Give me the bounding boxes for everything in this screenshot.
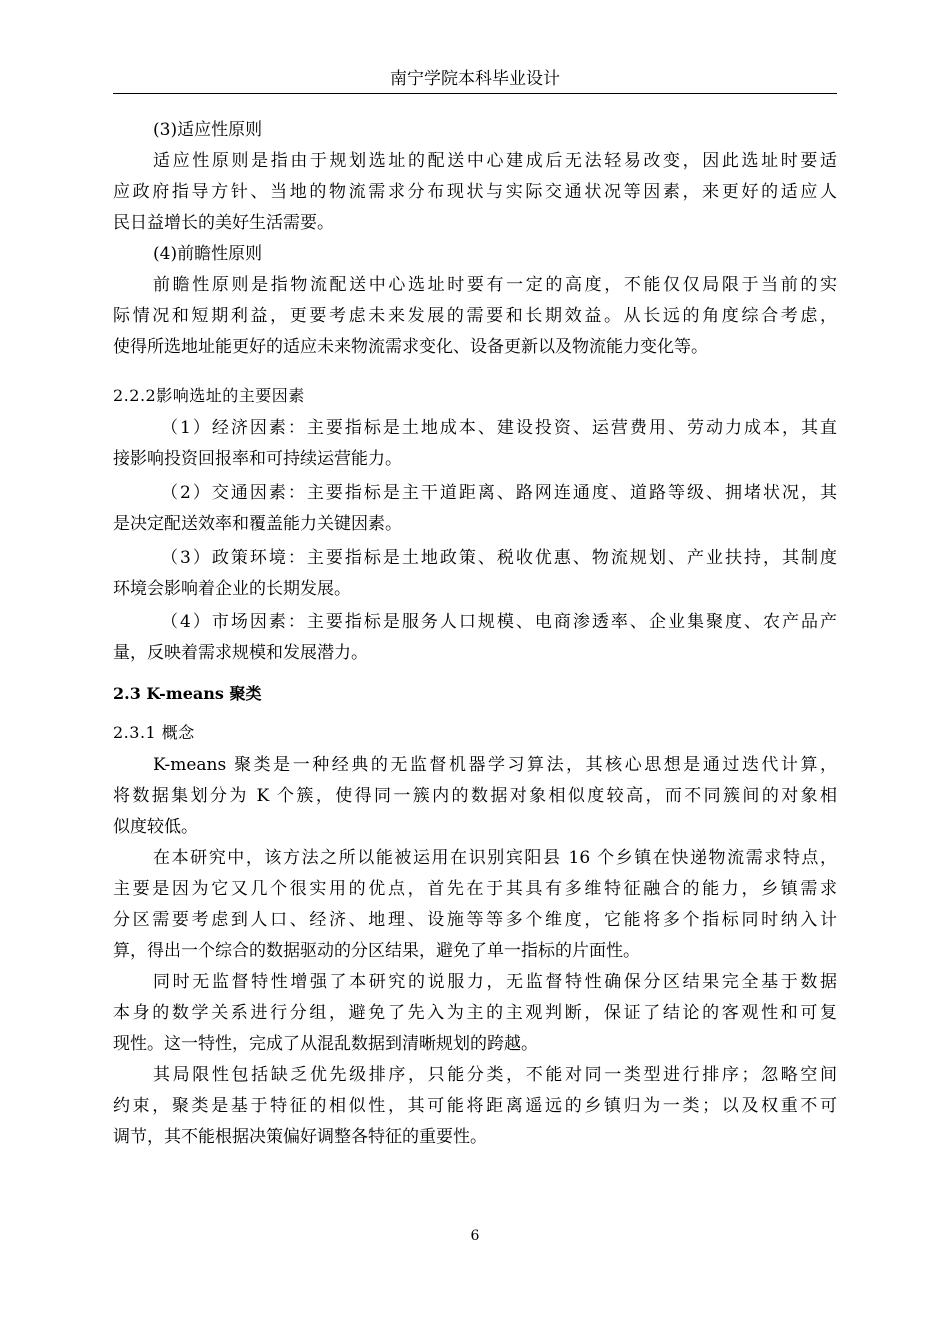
text-line: 算，得出一个综合的数据驱动的分区结果，避免了单一指标的片面性。 xyxy=(113,941,640,961)
text-line: 本身的数学关系进行分组，避免了先入为主的主观判断，保证了结论的客观性和可复 xyxy=(113,1003,837,1023)
text-line: 其局限性包括缺乏优先级排序，只能分类，不能对同一类型进行排序；忽略空间 xyxy=(153,1065,837,1085)
text-line: 现性。这一特性，完成了从混乱数据到清晰规划的跨越。 xyxy=(113,1034,538,1054)
text-line: 前瞻性原则是指物流配送中心选址时要有一定的高度，不能仅仅局限于当前的实 xyxy=(153,275,837,295)
page-header: 南宁学院本科毕业设计 xyxy=(113,66,837,94)
heading-adaptability: (3)适应性原则 xyxy=(153,120,263,140)
text-line: 调节，其不能根据决策偏好调整各特征的重要性。 xyxy=(113,1127,487,1147)
text-line: 接影响投资回报率和可持续运营能力。 xyxy=(113,449,402,469)
text-line: 应政府指导方针、当地的物流需求分布现状与实际交通状况等因素，来更好的适应人 xyxy=(113,182,837,202)
text-line: 是决定配送效率和覆盖能力关键因素。 xyxy=(113,514,402,534)
page-number: 6 xyxy=(470,1228,480,1244)
text-line: 量，反映着需求规模和发展潜力。 xyxy=(113,643,368,663)
text-line: 约束，聚类是基于特征的相似性，其可能将距离遥远的乡镇归为一类；以及权重不可 xyxy=(113,1096,837,1116)
text-line: 似度较低。 xyxy=(113,817,198,837)
section-heading-2-3: 2.3 K-means 聚类 xyxy=(113,684,262,703)
heading-foresight: (4)前瞻性原则 xyxy=(153,244,263,264)
section-heading-2-3-1: 2.3.1 概念 xyxy=(113,723,195,742)
text-line: 分区需要考虑到人口、经济、地理、设施等等多个维度，它能将多个指标同时纳入计 xyxy=(113,910,837,930)
text-line: 将数据集划分为 K 个簇，使得同一簇内的数据对象相似度较高，而不同簇间的对象相 xyxy=(113,786,837,806)
text-line: （2）交通因素：主要指标是主干道距离、路网连通度、道路等级、拥堵状况，其 xyxy=(161,483,837,503)
text-line: 适应性原则是指由于规划选址的配送中心建成后无法轻易改变，因此选址时要适 xyxy=(153,151,837,171)
text-line: K-means 聚类是一种经典的无监督机器学习算法，其核心思想是通过迭代计算， xyxy=(153,755,837,775)
text-line: 在本研究中，该方法之所以能被运用在识别宾阳县 16 个乡镇在快递物流需求特点， xyxy=(153,848,837,868)
text-line: （4）市场因素：主要指标是服务人口规模、电商渗透率、企业集聚度、农产品产 xyxy=(161,612,837,632)
section-heading-2-2-2: 2.2.2影响选址的主要因素 xyxy=(113,386,305,405)
text-line: 民日益增长的美好生活需要。 xyxy=(113,213,334,233)
text-line: 际情况和短期利益，更要考虑未来发展的需要和长期效益。从长远的角度综合考虑， xyxy=(113,306,837,326)
text-line: 使得所选地址能更好的适应未来物流需求变化、设备更新以及物流能力变化等。 xyxy=(113,337,708,357)
text-line: （1）经济因素：主要指标是土地成本、建设投资、运营费用、劳动力成本，其直 xyxy=(161,418,837,438)
text-line: （3）政策环境：主要指标是土地政策、税收优惠、物流规划、产业扶持，其制度 xyxy=(161,548,837,568)
text-line: 同时无监督特性增强了本研究的说服力，无监督特性确保分区结果完全基于数据 xyxy=(153,972,837,992)
text-line: 主要是因为它又几个很实用的优点，首先在于其具有多维特征融合的能力，乡镇需求 xyxy=(113,879,837,899)
text-line: 环境会影响着企业的长期发展。 xyxy=(113,579,351,599)
